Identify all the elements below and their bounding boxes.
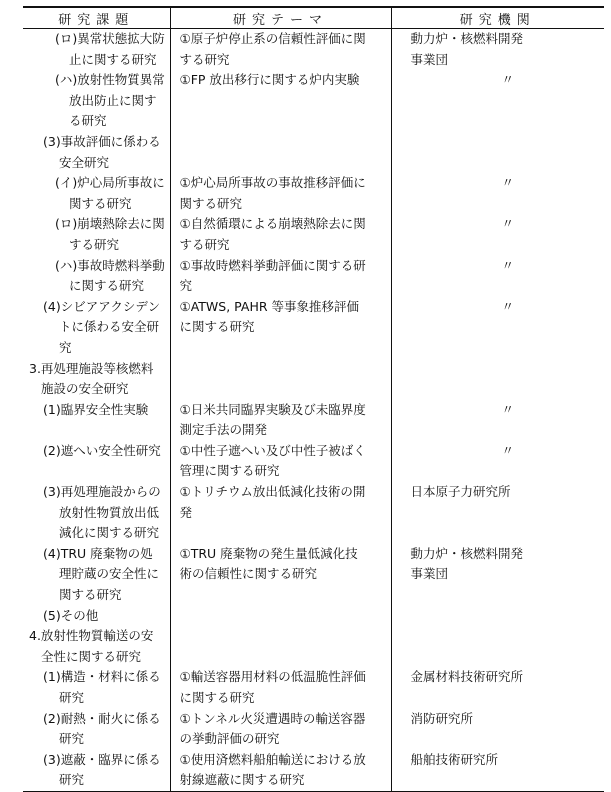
theme-cell [170, 709, 391, 750]
theme-line: 管理に関する研究 [179, 463, 280, 479]
ditto-mark: 〃 [501, 72, 514, 88]
theme-cell [170, 606, 391, 627]
theme-line: ①炉心局所事故の事故推移評価に [179, 175, 366, 191]
subject-line: 放射性物質放出低 [59, 504, 160, 520]
institution-cell [391, 441, 604, 482]
subject-line: トに係わる安全研 [59, 319, 160, 335]
institution-cell [391, 750, 604, 792]
table-header [23, 7, 604, 29]
subject-line: 放出防止に関す [69, 92, 157, 108]
institution-cell [391, 173, 604, 214]
theme-line: する研究 [179, 51, 230, 67]
table-row [23, 482, 604, 544]
institution-line: 消防研究所 [410, 710, 474, 726]
subject-line: (ロ)異常状態拡大防 [55, 31, 165, 46]
institution-cell [391, 667, 604, 708]
theme-cell [170, 482, 391, 544]
theme-cell [170, 544, 391, 606]
subject-cell [23, 256, 170, 297]
theme-line: の挙動評価の研究 [179, 731, 280, 747]
document-page [23, 6, 604, 792]
ditto-mark: 〃 [501, 257, 514, 273]
theme-line: する研究 [179, 236, 230, 252]
table-row [23, 667, 604, 708]
institution-cell [391, 400, 604, 441]
theme-line: 発 [179, 504, 193, 520]
table-row [23, 132, 604, 173]
subject-cell [23, 709, 170, 750]
institution-cell [391, 606, 604, 627]
theme-cell [170, 359, 391, 400]
subject-line: 4.放射性物質輸送の安 [29, 628, 154, 644]
subject-line: 関する研究 [69, 195, 132, 211]
subject-line: 研究 [59, 731, 85, 747]
subject-line: (1)臨界安全性実験 [43, 401, 149, 417]
subject-line: する研究 [69, 236, 120, 252]
institution-cell [391, 29, 604, 71]
subject-cell [23, 544, 170, 606]
theme-line: に関する研究 [179, 690, 255, 705]
subject-line: 研究 [59, 690, 85, 705]
subject-cell [23, 297, 170, 359]
subject-line: (2)遮へい安全性研究 [43, 442, 161, 458]
theme-line: ①トリチウム放出低減化技術の開 [179, 484, 366, 500]
subject-line: に関する研究 [69, 278, 145, 294]
subject-line: 全性に関する研究 [41, 648, 142, 664]
institution-line: 事業団 [410, 51, 449, 67]
institution-line: 船舶技術研究所 [410, 751, 499, 767]
institution-line: 金属材料技術研究所 [410, 669, 524, 685]
theme-line: 術の信頼性に関する研究 [179, 566, 318, 582]
table-row [23, 70, 604, 132]
subject-cell [23, 173, 170, 214]
ditto-mark: 〃 [501, 442, 514, 458]
subject-line: 関する研究 [59, 587, 122, 603]
subject-line: (3)事故評価に係わる [43, 133, 161, 149]
subject-line: (ハ)事故時燃料挙動 [55, 257, 165, 273]
header-row [23, 7, 604, 29]
subject-cell [23, 482, 170, 544]
theme-line: ①TRU 廃棄物の発生量低減化技 [179, 545, 358, 561]
theme-cell [170, 750, 391, 792]
subject-line: (4)TRU 廃棄物の処 [43, 545, 153, 561]
subject-cell [23, 750, 170, 792]
theme-cell [170, 400, 391, 441]
subject-line: (4)シビアアクシデン [43, 298, 161, 314]
subject-cell [23, 400, 170, 441]
header-subject: 研究課題 [23, 7, 170, 29]
institution-cell [391, 256, 604, 297]
subject-line: 理貯蔵の安全性に [59, 566, 160, 582]
subject-line: (1)構造・材料に係る [43, 669, 161, 685]
table-row [23, 29, 604, 71]
theme-cell [170, 256, 391, 297]
theme-line: 究 [179, 278, 193, 294]
subject-line: 安全研究 [59, 154, 110, 170]
subject-line: 3.再処理施設等核燃料 [29, 360, 154, 376]
theme-line: ①トンネル火災遭遇時の輸送容器 [179, 710, 366, 726]
institution-line: 動力炉・核燃料開発 [410, 545, 524, 561]
table-row [23, 544, 604, 606]
theme-line: ①原子炉停止系の信頼性評価に関 [179, 31, 366, 46]
research-table [23, 6, 604, 792]
institution-cell [391, 214, 604, 255]
header-theme: 研究テーマ [170, 7, 391, 29]
ditto-mark: 〃 [501, 175, 514, 191]
theme-line: 測定手法の開発 [179, 422, 268, 438]
institution-cell [391, 626, 604, 667]
institution-cell [391, 70, 604, 132]
theme-cell [170, 667, 391, 708]
subject-cell [23, 214, 170, 255]
subject-cell [23, 132, 170, 173]
subject-cell [23, 359, 170, 400]
subject-cell [23, 441, 170, 482]
ditto-mark: 〃 [501, 401, 514, 417]
subject-line: (イ)炉心局所事故に [55, 175, 165, 191]
subject-cell [23, 606, 170, 627]
institution-cell [391, 359, 604, 400]
theme-line: ①中性子遮へい及び中性子被ばく [179, 442, 366, 458]
subject-cell [23, 29, 170, 71]
subject-cell [23, 626, 170, 667]
theme-line: ①自然循環による崩壊熱除去に関 [179, 216, 366, 232]
subject-cell [23, 667, 170, 708]
theme-cell [170, 70, 391, 132]
institution-line: 事業団 [410, 566, 449, 582]
header-institution: 研究機関 [391, 7, 604, 29]
subject-line: (ハ)放射性物質異常 [55, 72, 165, 88]
subject-line: 減化に関する研究 [59, 525, 160, 541]
theme-line: ①ATWS, PAHR 等事象推移評価 [179, 298, 360, 314]
subject-line: 止に関する研究 [69, 51, 157, 67]
table-row [23, 750, 604, 792]
theme-cell [170, 214, 391, 255]
theme-line: ①日米共同臨界実験及び未臨界度 [179, 401, 366, 417]
institution-cell [391, 132, 604, 173]
theme-line: 射線遮蔽に関する研究 [179, 772, 305, 788]
subject-line: (3)再処理施設からの [43, 484, 161, 500]
theme-cell [170, 29, 391, 71]
table-row [23, 359, 604, 400]
table-row [23, 297, 604, 359]
theme-line: ①使用済燃料船舶輸送における放 [179, 751, 366, 767]
subject-line: (3)遮蔽・臨界に係る [43, 751, 161, 767]
subject-line: る研究 [69, 113, 107, 129]
table-row [23, 214, 604, 255]
subject-line: 施設の安全研究 [41, 381, 129, 397]
table-row [23, 626, 604, 667]
institution-cell [391, 544, 604, 606]
theme-line: ①輸送容器用材料の低温脆性評価 [179, 669, 366, 685]
ditto-mark: 〃 [501, 216, 514, 232]
theme-cell [170, 297, 391, 359]
table-row [23, 256, 604, 297]
institution-cell [391, 709, 604, 750]
table-body [23, 29, 604, 792]
theme-line: 関する研究 [179, 195, 243, 211]
table-row [23, 709, 604, 750]
theme-line: に関する研究 [179, 319, 255, 335]
institution-cell [391, 297, 604, 359]
theme-cell [170, 132, 391, 173]
table-row [23, 606, 604, 627]
table-row [23, 441, 604, 482]
table-row [23, 400, 604, 441]
institution-line: 日本原子力研究所 [410, 484, 511, 500]
theme-cell [170, 173, 391, 214]
table-row [23, 173, 604, 214]
theme-line: ①事故時燃料挙動評価に関する研 [179, 257, 366, 273]
theme-line: ①FP 放出移行に関する炉内実験 [179, 72, 360, 88]
subject-line: 究 [59, 339, 72, 355]
subject-cell [23, 70, 170, 132]
institution-line: 動力炉・核燃料開発 [410, 31, 524, 46]
institution-cell [391, 482, 604, 544]
theme-cell [170, 441, 391, 482]
subject-line: (2)耐熱・耐火に係る [43, 710, 161, 726]
theme-cell [170, 626, 391, 667]
subject-line: 研究 [59, 772, 85, 788]
subject-line: (ロ)崩壊熱除去に関 [55, 216, 165, 232]
ditto-mark: 〃 [501, 298, 514, 314]
subject-line: (5)その他 [43, 607, 99, 623]
